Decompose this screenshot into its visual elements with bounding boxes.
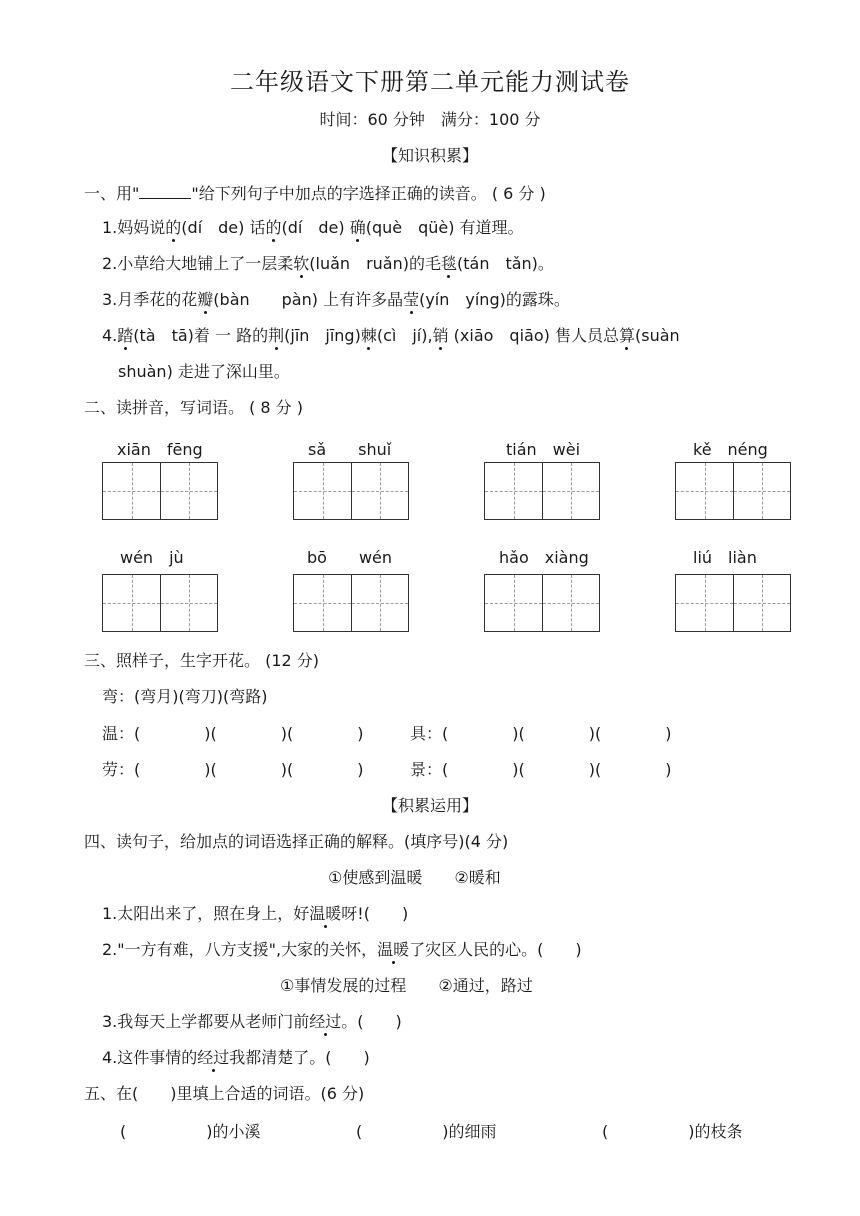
page-title: 二年级语文下册第二单元能力测试卷 (230, 68, 630, 96)
q1-item-1: 1.妈妈说的(dí de) 话的(dí de) 确(què qüè) 有道理。 (102, 218, 524, 237)
q1-item-2: 2.小草给大地铺上了一层柔软(luǎn ruǎn)的毛毯(tán tǎn)。 (102, 254, 554, 273)
writing-grid[interactable] (293, 574, 409, 632)
dotted-char: 经过 (309, 1012, 342, 1031)
q1-item-3: 3.月季花的花瓣(bàn pàn) 上有许多晶莹(yín yíng)的露珠。 (102, 290, 570, 309)
q5-item: ( )的细雨 (356, 1122, 497, 1141)
dotted-char: 莹 (403, 290, 420, 309)
pinyin-label: sǎ shuǐ (308, 440, 392, 459)
dotted-char: 确 (349, 218, 366, 237)
dotted-char: 算 (618, 326, 635, 345)
blank-line (139, 184, 191, 199)
dotted-char: 软 (293, 254, 310, 273)
q1-item-4-continued: shuàn) 走进了深山里。 (118, 362, 290, 381)
dotted-char: 棘 (360, 326, 377, 345)
q2-heading: 二、读拼音，写词语。 ( 8 分 ) (84, 398, 304, 417)
dotted-char: 踏 (117, 326, 134, 345)
q1-heading: 一、用" "给下列句子中加点的字选择正确的读音。 ( 6 分 ) (84, 184, 546, 203)
q1-item-4: 4.踏(tà tā)着 一 路的荆(jīn jīng)棘(cì jí),销 (xiāo qiāo) 售人员总算(suàn (102, 326, 680, 345)
writing-grid[interactable] (675, 574, 791, 632)
dotted-char: 毯 (440, 254, 457, 273)
pinyin-label: tián wèi (506, 440, 581, 459)
q3-row-left: 劳：( )( )( ) (102, 760, 364, 779)
pinyin-label: bō wén (307, 548, 393, 567)
q4-options-2: ①事情发展的过程 ②通过，路过 (280, 976, 533, 995)
dotted-char: 荆 (268, 326, 285, 345)
pinyin-label: liú liàn (693, 548, 757, 567)
writing-grid[interactable] (484, 574, 600, 632)
q5-heading: 五、在( )里填上合适的词语。(6 分) (84, 1084, 365, 1103)
dotted-char: 温暖 (309, 904, 342, 923)
writing-grid[interactable] (675, 462, 791, 520)
dotted-char: 瓣 (197, 290, 214, 309)
q4-heading: 四、读句子，给加点的词语选择正确的解释。(填序号)(4 分) (84, 832, 509, 851)
q4-sentence-3: 3.我每天上学都要从老师门前经过。( ) (102, 1012, 402, 1031)
q4-sentence-1: 1.太阳出来了，照在身上，好温暖呀!( ) (102, 904, 409, 923)
dotted-char: 的 (165, 218, 182, 237)
q3-row-right: 具：( )( )( ) (410, 724, 672, 743)
writing-grid[interactable] (484, 462, 600, 520)
q5-item: ( )的枝条 (602, 1122, 743, 1141)
writing-grid[interactable] (293, 462, 409, 520)
q3-row-right: 景：( )( )( ) (410, 760, 672, 779)
dotted-char: 的 (265, 218, 282, 237)
pinyin-label: kě néng (693, 440, 768, 459)
q3-example: 弯：(弯月)(弯刀)(弯路) (102, 687, 268, 706)
q5-item: ( )的小溪 (120, 1122, 261, 1141)
dotted-char: 经过 (197, 1048, 230, 1067)
writing-grid[interactable] (102, 462, 218, 520)
q3-row-left: 温：( )( )( ) (102, 724, 364, 743)
dotted-char: 销 (432, 326, 449, 345)
section-application-heading: 【积累运用】 (381, 796, 478, 815)
dotted-char: 温暖 (377, 940, 410, 959)
pinyin-label: hǎo xiàng (499, 548, 589, 567)
q4-sentence-4: 4.这件事情的经过我都清楚了。( ) (102, 1048, 370, 1067)
q3-heading: 三、照样子，生字开花。 (12 分) (84, 651, 320, 670)
q4-options-1: ①使感到温暖 ②暖和 (328, 868, 501, 887)
writing-grid[interactable] (102, 574, 218, 632)
pinyin-label: xiān fēng (117, 440, 203, 459)
section-knowledge-heading: 【知识积累】 (381, 146, 478, 165)
pinyin-label: wén jù (120, 548, 184, 567)
exam-info: 时间：60 分钟 满分：100 分 (319, 110, 541, 129)
q4-sentence-2: 2."一方有难，八方支援",大家的关怀，温暖了灾区人民的心。( ) (102, 940, 582, 959)
